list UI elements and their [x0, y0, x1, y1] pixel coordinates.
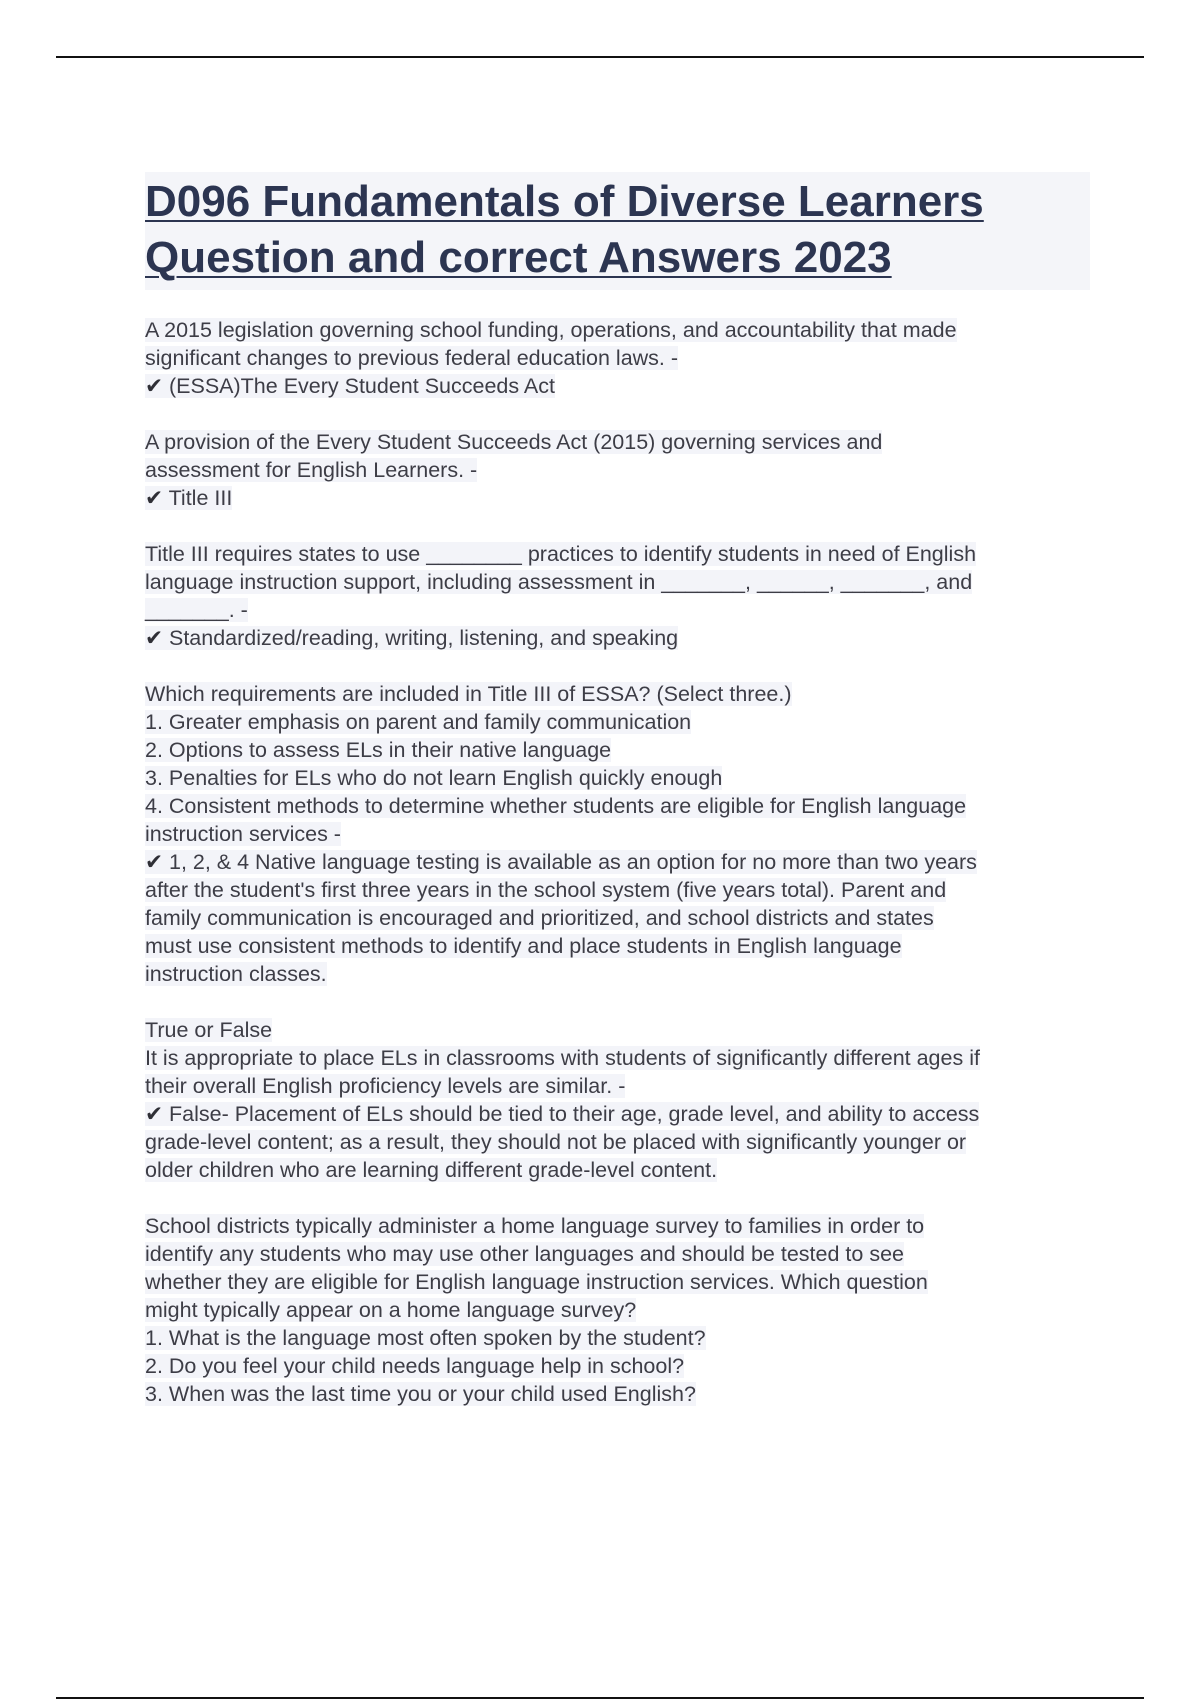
question-text: 2. Options to assess ELs in their native language: [145, 738, 612, 762]
question-line: [145, 680, 1090, 708]
answer-text: [145, 878, 946, 902]
question-line: [145, 316, 1090, 344]
qa-item: [145, 540, 1090, 652]
qa-item: [145, 680, 1090, 988]
answer-text-content: 1, 2, & 4 Native language testing is available as an option for no more than two years: [163, 850, 977, 874]
answer-text: [145, 906, 934, 930]
answer-text-content: older children who are learning different grade-level content.: [145, 1158, 718, 1182]
question-text: whether they are eligible for English language instruction services. Which question: [145, 1270, 928, 1294]
answer-text: [145, 1130, 966, 1154]
check-icon: ✔: [145, 486, 164, 510]
question-text: 1. Greater emphasis on parent and family communication: [145, 710, 692, 734]
check-icon: ✔: [145, 626, 164, 650]
answer-text: [145, 1102, 979, 1126]
question-text: 3. Penalties for ELs who do not learn English quickly enough: [145, 766, 723, 790]
document-title: [145, 172, 1090, 290]
question-text: instruction services -: [145, 822, 341, 846]
answer-text: [145, 626, 678, 650]
check-icon: ✔: [145, 1102, 164, 1126]
question-line: [145, 1212, 1090, 1240]
qa-item: [145, 1212, 1090, 1408]
question-text: 4. Consistent methods to determine whether students are eligible for English language: [145, 794, 967, 818]
qa-item: [145, 1016, 1090, 1184]
question-text: 1. What is the language most often spoken by the student?: [145, 1326, 706, 1350]
question-text: True or False: [145, 1018, 273, 1042]
question-line: [145, 792, 1090, 820]
question-line: [145, 708, 1090, 736]
question-line: [145, 820, 1090, 848]
answer-text-content: instruction classes.: [145, 962, 327, 986]
bottom-rule: [56, 1697, 1144, 1699]
check-icon: ✔: [145, 850, 164, 874]
answer-text-content: Title III: [163, 486, 233, 510]
question-text: assessment for English Learners. -: [145, 458, 478, 482]
question-line: [145, 736, 1090, 764]
answer-text-content: after the student's first three years in the school system (five years total). Parent and: [145, 878, 947, 902]
question-line: [145, 1296, 1090, 1324]
question-line: [145, 1072, 1090, 1100]
answer-line: [145, 1156, 1090, 1184]
question-line: [145, 596, 1090, 624]
question-line: [145, 764, 1090, 792]
answer-text-content: family communication is encouraged and prioritized, and school districts and states: [145, 906, 934, 930]
answer-line: [145, 932, 1090, 960]
question-line: [145, 1240, 1090, 1268]
answer-line: [145, 904, 1090, 932]
answer-line: [145, 1128, 1090, 1156]
title-line-2: Question and correct Answers 2023: [145, 233, 892, 282]
answer-line: [145, 484, 1090, 512]
answer-text: [145, 486, 232, 510]
check-icon: ✔: [145, 374, 164, 398]
document-body: [145, 172, 1090, 1436]
qa-item: [145, 316, 1090, 400]
qa-list: [145, 316, 1090, 1408]
qa-item: [145, 428, 1090, 512]
answer-text: [145, 962, 327, 986]
answer-text-content: False- Placement of ELs should be tied to their age, grade level, and ability to access: [163, 1102, 980, 1126]
question-line: [145, 1044, 1090, 1072]
question-line: [145, 1324, 1090, 1352]
question-line: [145, 540, 1090, 568]
question-text: School districts typically administer a home language survey to families in order to: [145, 1214, 925, 1238]
answer-text-content: must use consistent methods to identify and place students in English language: [145, 934, 902, 958]
question-text: 3. When was the last time you or your child used English?: [145, 1382, 696, 1406]
question-line: [145, 456, 1090, 484]
question-text: Which requirements are included in Title III of ESSA? (Select three.): [145, 682, 792, 706]
answer-text-content: (ESSA)The Every Student Succeeds Act: [163, 374, 555, 398]
question-line: [145, 1016, 1090, 1044]
answer-line: [145, 624, 1090, 652]
question-line: [145, 1352, 1090, 1380]
answer-line: [145, 848, 1090, 876]
title-line-1: D096 Fundamentals of Diverse Learners: [145, 177, 984, 226]
question-line: [145, 344, 1090, 372]
question-text: might typically appear on a home language survey?: [145, 1298, 637, 1322]
question-text: identify any students who may use other languages and should be tested to see: [145, 1242, 904, 1266]
question-text: Title III requires states to use ________ practices to identify students in need of English: [145, 542, 977, 566]
answer-line: [145, 960, 1090, 988]
question-text: language instruction support, including assessment in _______, ______, _______, and: [145, 570, 973, 594]
question-line: [145, 1268, 1090, 1296]
question-text: significant changes to previous federal education laws. -: [145, 346, 679, 370]
answer-line: [145, 876, 1090, 904]
question-line: [145, 568, 1090, 596]
question-text: their overall English proficiency levels are similar. -: [145, 1074, 626, 1098]
answer-text: [145, 850, 977, 874]
answer-line: [145, 372, 1090, 400]
answer-text: [145, 374, 555, 398]
question-line: [145, 428, 1090, 456]
question-text: A provision of the Every Student Succeeds Act (2015) governing services and: [145, 430, 883, 454]
question-text: A 2015 legislation governing school funding, operations, and accountability that made: [145, 318, 957, 342]
question-line: [145, 1380, 1090, 1408]
question-text: It is appropriate to place ELs in classrooms with students of significantly different ages if: [145, 1046, 980, 1070]
question-text: 2. Do you feel your child needs language help in school?: [145, 1354, 685, 1378]
question-text: _______. -: [145, 598, 248, 622]
top-rule: [56, 56, 1144, 58]
answer-text-content: grade-level content; as a result, they should not be placed with significantly younger or: [145, 1130, 967, 1154]
answer-text: [145, 934, 902, 958]
answer-line: [145, 1100, 1090, 1128]
answer-text: [145, 1158, 717, 1182]
answer-text-content: Standardized/reading, writing, listening, and speaking: [163, 626, 679, 650]
